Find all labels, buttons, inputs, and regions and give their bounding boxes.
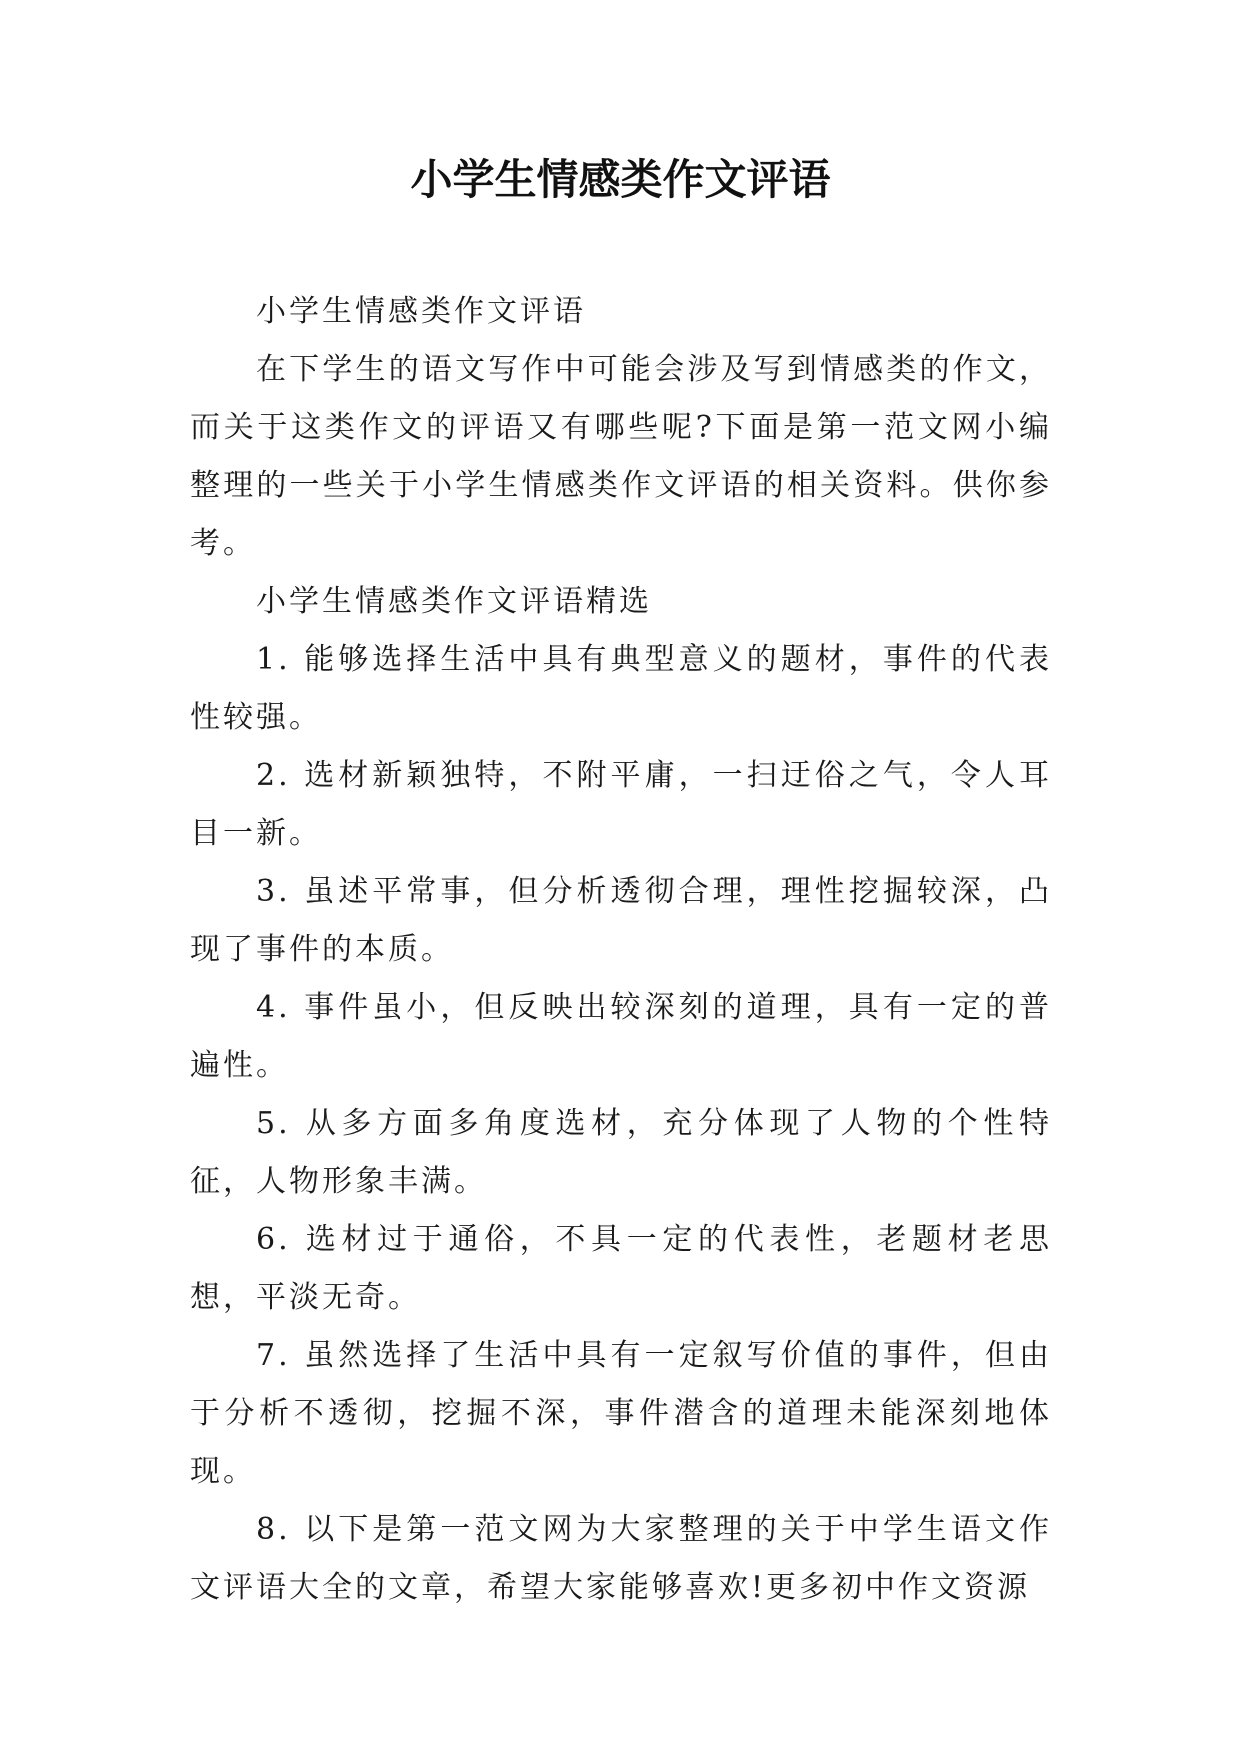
paragraph-section-heading: 小学生情感类作文评语精选 <box>256 584 652 619</box>
document-title: 小学生情感类作文评语 <box>410 155 831 204</box>
list-item: 4. 事件虽小，但反映出较深刻的道理，具有一定的普遍性。 <box>190 990 1052 1083</box>
list-item: 8. 以下是第一范文网为大家整理的关于中学生语文作文评语大全的文章，希望大家能够喜欢!更多初中作文资源 <box>190 1512 1052 1605</box>
list-item: 1. 能够选择生活中具有典型意义的题材，事件的代表性较强。 <box>190 642 1052 735</box>
paragraph-heading: 小学生情感类作文评语 <box>256 294 586 329</box>
list-item: 6. 选材过于通俗，不具一定的代表性，老题材老思想，平淡无奇。 <box>190 1222 1052 1315</box>
list-item: 7. 虽然选择了生活中具有一定叙写价值的事件，但由于分析不透彻，挖掘不深，事件潜含的道理未能深刻地体现。 <box>190 1338 1052 1489</box>
list-item: 3. 虽述平常事，但分析透彻合理，理性挖掘较深，凸现了事件的本质。 <box>190 874 1052 967</box>
paragraph-intro: 在下学生的语文写作中可能会涉及写到情感类的作文，而关于这类作文的评语又有哪些呢?下面是第一范文网小编整理的一些关于小学生情感类作文评语的相关资料。供你参考。 <box>190 352 1052 561</box>
list-item: 5. 从多方面多角度选材，充分体现了人物的个性特征，人物形象丰满。 <box>190 1106 1052 1199</box>
list-item: 2. 选材新颖独特，不附平庸，一扫迂俗之气，令人耳目一新。 <box>190 758 1052 851</box>
document-body <box>190 283 1052 1617</box>
